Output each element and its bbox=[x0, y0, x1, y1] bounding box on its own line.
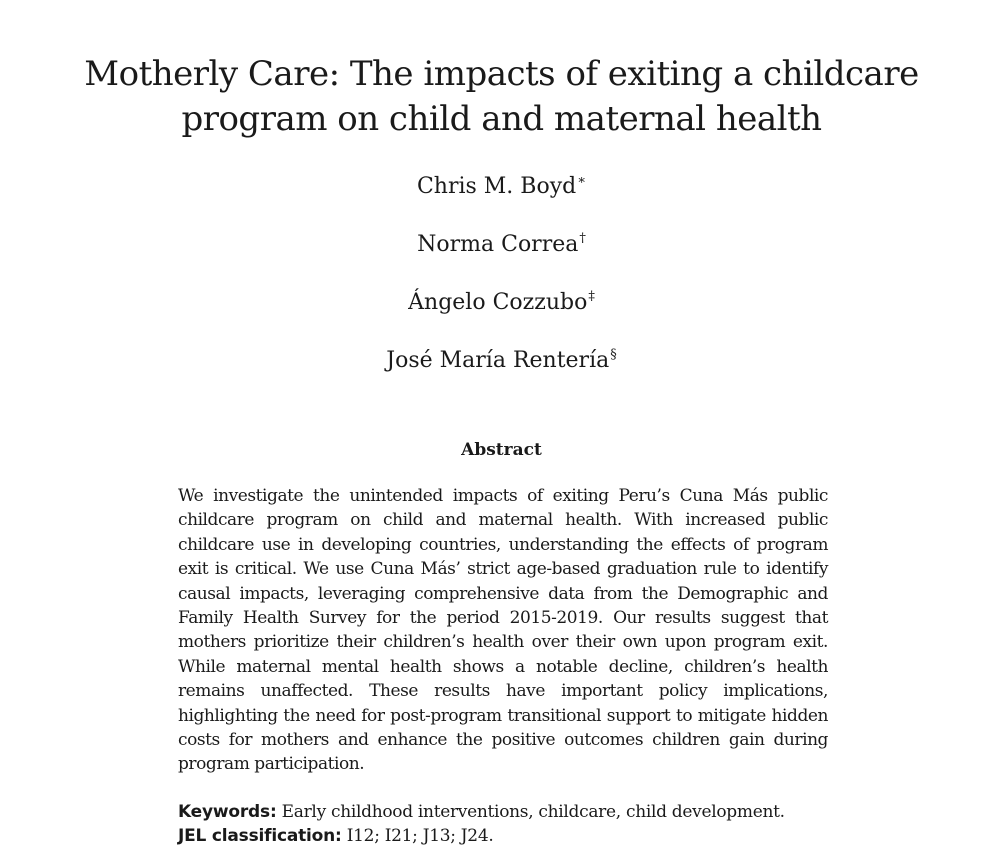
author-footnote-mark: § bbox=[610, 347, 617, 362]
abstract-heading: Abstract bbox=[461, 440, 542, 460]
author-name: Norma Correa bbox=[417, 232, 579, 257]
author-1 bbox=[0, 173, 1003, 201]
author-4 bbox=[0, 347, 1003, 375]
author-footnote-mark: † bbox=[579, 231, 586, 246]
author-footnote-mark: ∗ bbox=[577, 173, 587, 188]
jel-line bbox=[178, 825, 838, 848]
paper-title bbox=[0, 52, 1003, 142]
author-3 bbox=[0, 289, 1003, 317]
author-2 bbox=[0, 231, 1003, 259]
keywords-label: Keywords: bbox=[178, 802, 277, 822]
author-name: Chris M. Boyd bbox=[416, 174, 577, 199]
keywords-line bbox=[178, 801, 838, 824]
author-name: Ángelo Cozzubo bbox=[408, 290, 588, 315]
keywords-value: Early childhood interventions, childcare, child development. bbox=[281, 802, 785, 822]
author-name: José María Rentería bbox=[386, 348, 610, 373]
jel-label: JEL classification: bbox=[178, 826, 342, 846]
abstract-body: We investigate the unintended impacts of exiting Peru’s Cuna Más public childcare program on child and maternal health. With increased public childcare use in developing countries, understanding the effects of program exit is critical. We use Cuna Más’ strict age-based graduation rule to identify causal impacts, leveraging comprehensive data from the Demographic and Family Health Survey for the period 2015-2019. Our results suggest that mothers prioritize their children’s health over their own upon program exit. While maternal mental health shows a notable decline, children’s health remains unaffected. These results have important policy implications, highlighting the need for post-program transitional support to mitigate hidden costs for mothers and enhance the positive outcomes children gain during program participation. bbox=[178, 486, 828, 775]
author-footnote-mark: ‡ bbox=[588, 289, 595, 304]
jel-value: I12; I21; J13; J24. bbox=[346, 826, 494, 846]
title-line-1: Motherly Care: The impacts of exiting a childcare bbox=[84, 54, 919, 94]
title-line-2: program on child and maternal health bbox=[181, 99, 822, 139]
